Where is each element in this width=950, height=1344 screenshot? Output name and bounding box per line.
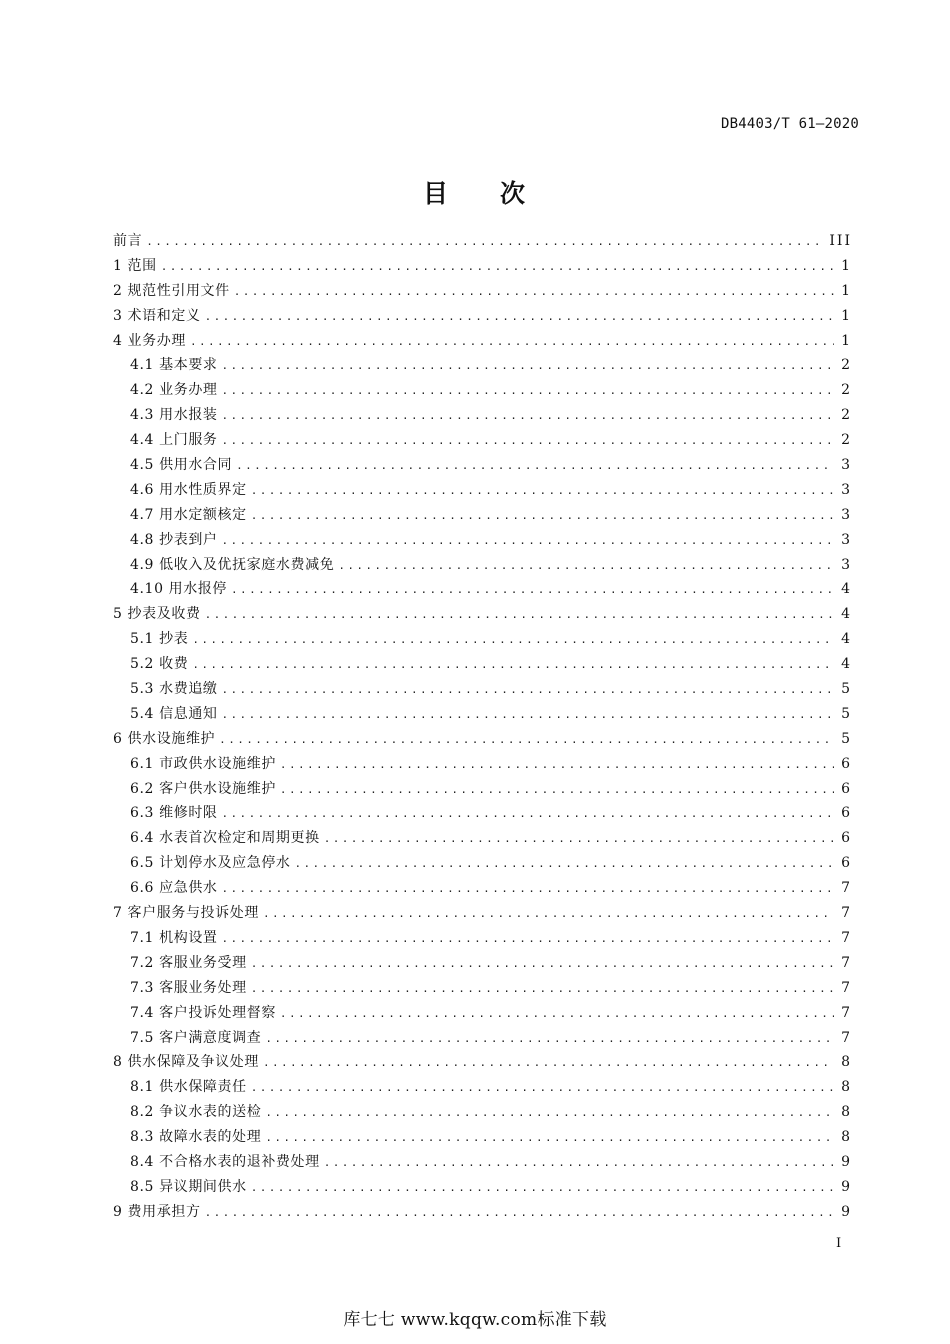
toc-entry[interactable] (113, 777, 852, 802)
toc-entry-label: 7.5 客户满意度调查 (130, 1029, 262, 1046)
toc-entry-label: 4.3 用水报装 (130, 407, 218, 424)
toc-entry-page: 6 (841, 855, 852, 872)
toc-entry[interactable] (113, 727, 852, 752)
toc-entry-label: 4.6 用水性质界定 (130, 481, 247, 498)
toc-entry-page: 7 (841, 905, 852, 922)
toc-entry-page: 9 (841, 1153, 852, 1170)
toc-entry[interactable] (113, 304, 852, 329)
toc-entry-label: 1 范围 (113, 257, 157, 274)
toc-entry[interactable] (113, 801, 852, 826)
toc-entry-label: 8.5 异议期间供水 (130, 1178, 247, 1195)
toc-entry[interactable] (113, 702, 852, 727)
toc-entry-page: 6 (841, 755, 852, 772)
toc-entry-page: 7 (841, 954, 852, 971)
toc-entry-label: 6.5 计划停水及应急停水 (130, 855, 291, 872)
toc-dot-leader (222, 678, 834, 703)
toc-entry-label: 8.2 争议水表的送检 (130, 1104, 262, 1121)
toc-entry[interactable] (113, 378, 852, 403)
toc-entry-label: 5 抄表及收费 (113, 606, 201, 623)
toc-dot-leader (231, 578, 834, 603)
toc-entry[interactable] (113, 528, 852, 553)
toc-entry[interactable] (113, 652, 852, 677)
toc-dot-leader (190, 330, 834, 355)
toc-title (0, 174, 950, 210)
toc-dot-leader (280, 1002, 834, 1027)
toc-entry-page: 8 (841, 1054, 852, 1071)
toc-entry-label: 4.10 用水报停 (130, 581, 228, 598)
toc-entry[interactable] (113, 453, 852, 478)
toc-entry[interactable] (113, 279, 852, 304)
toc-entry-page: 1 (841, 282, 852, 299)
toc-entry-page: 7 (841, 880, 852, 897)
toc-dot-leader (236, 454, 834, 479)
toc-entry-label: 6.3 维修时限 (130, 805, 218, 822)
toc-title-char-1: 目 (422, 179, 450, 208)
toc-entry-page: 9 (841, 1203, 852, 1220)
toc-dot-leader (263, 902, 834, 927)
document-code: DB4403/T 61—2020 (720, 116, 859, 132)
toc-dot-leader (251, 977, 834, 1002)
toc-dot-leader (205, 1201, 834, 1226)
toc-entry[interactable] (113, 229, 852, 254)
toc-entry-label: 4.1 基本要求 (130, 357, 218, 374)
toc-entry-page: 6 (841, 830, 852, 847)
toc-entry-label: 2 规范性引用文件 (113, 282, 230, 299)
toc-entry-page: 9 (841, 1178, 852, 1195)
toc-entry-label: 4.2 业务办理 (130, 382, 218, 399)
toc-dot-leader (251, 1076, 834, 1101)
toc-entry[interactable] (113, 602, 852, 627)
toc-entry-label: 8.1 供水保障责任 (130, 1079, 247, 1096)
toc-dot-leader (222, 529, 834, 554)
toc-entry-page: 1 (841, 307, 852, 324)
page-number: I (836, 1236, 842, 1251)
toc-entry[interactable] (113, 1075, 852, 1100)
toc-entry-label: 7.3 客服业务处理 (130, 979, 247, 996)
toc-entry-page: 2 (841, 382, 852, 399)
toc-dot-leader (192, 628, 834, 653)
toc-dot-leader (324, 827, 834, 852)
toc-entry-page: 7 (841, 1004, 852, 1021)
toc-entry-page: 1 (841, 332, 852, 349)
toc-entry[interactable] (113, 826, 852, 851)
toc-dot-leader (192, 653, 834, 678)
toc-entry-page: 5 (841, 730, 852, 747)
toc-entry[interactable] (113, 1100, 852, 1125)
toc-entry[interactable] (113, 478, 852, 503)
toc-entry-page: 3 (841, 531, 852, 548)
toc-entry-label: 8 供水保障及争议处理 (113, 1054, 259, 1071)
toc-entry-page: 4 (841, 581, 852, 598)
toc-dot-leader (251, 952, 834, 977)
toc-entry-label: 7 客户服务与投诉处理 (113, 905, 259, 922)
toc-dot-leader (219, 728, 834, 753)
table-of-contents (113, 229, 852, 1225)
toc-entry-label: 5.2 收费 (130, 656, 189, 673)
toc-entry-page: 8 (841, 1129, 852, 1146)
toc-entry[interactable] (113, 1200, 852, 1225)
toc-entry[interactable] (113, 851, 852, 876)
toc-entry-page: 2 (841, 432, 852, 449)
toc-entry-label: 6 供水设施维护 (113, 730, 216, 747)
toc-entry-label: 6.2 客户供水设施维护 (130, 780, 276, 797)
toc-dot-leader (280, 778, 834, 803)
toc-entry[interactable] (113, 901, 852, 926)
toc-dot-leader (338, 554, 834, 579)
toc-dot-leader (234, 280, 834, 305)
toc-entry-label: 4.4 上门服务 (130, 432, 218, 449)
toc-dot-leader (222, 802, 834, 827)
toc-dot-leader (146, 230, 823, 255)
toc-dot-leader (265, 1126, 834, 1151)
toc-entry[interactable] (113, 976, 852, 1001)
toc-entry-page: 3 (841, 457, 852, 474)
toc-entry-label: 3 术语和定义 (113, 307, 201, 324)
toc-entry-page: 3 (841, 481, 852, 498)
toc-entry-page: 5 (841, 681, 852, 698)
toc-entry-page: 8 (841, 1079, 852, 1096)
toc-entry-label: 6.4 水表首次检定和周期更换 (130, 830, 320, 847)
toc-entry-label: 4.8 抄表到户 (130, 531, 218, 548)
toc-entry-label: 5.4 信息通知 (130, 705, 218, 722)
toc-dot-leader (222, 703, 834, 728)
toc-entry[interactable] (113, 1175, 852, 1200)
toc-title-char-2: 次 (500, 179, 528, 208)
toc-entry[interactable] (113, 1125, 852, 1150)
toc-entry-page: 3 (841, 506, 852, 523)
toc-dot-leader (251, 479, 834, 504)
toc-entry-page: 3 (841, 556, 852, 573)
toc-entry[interactable] (113, 951, 852, 976)
toc-entry[interactable] (113, 1001, 852, 1026)
toc-entry-label: 8.4 不合格水表的退补费处理 (130, 1153, 320, 1170)
toc-entry-page: 2 (841, 357, 852, 374)
toc-entry-label: 4.7 用水定额核定 (130, 506, 247, 523)
toc-dot-leader (222, 379, 834, 404)
toc-entry-page: 7 (841, 929, 852, 946)
toc-entry-label: 前言 (113, 233, 143, 249)
toc-entry-label: 5.3 水费追缴 (130, 681, 218, 698)
toc-entry[interactable] (113, 752, 852, 777)
toc-entry[interactable] (113, 1150, 852, 1175)
toc-dot-leader (205, 305, 834, 330)
toc-entry-page: 7 (841, 1029, 852, 1046)
toc-entry[interactable] (113, 329, 852, 354)
toc-entry[interactable] (113, 254, 852, 279)
toc-entry-label: 7.4 客户投诉处理督察 (130, 1004, 276, 1021)
toc-entry[interactable] (113, 677, 852, 702)
toc-entry-page: 4 (841, 606, 852, 623)
footer-watermark-text: 库七七 www.kqqw.com标准下载 (343, 1310, 607, 1330)
toc-dot-leader (222, 354, 834, 379)
toc-dot-leader (324, 1151, 834, 1176)
toc-entry[interactable] (113, 353, 852, 378)
toc-entry-page: III (829, 233, 852, 249)
toc-dot-leader (295, 852, 834, 877)
toc-entry-page: 6 (841, 780, 852, 797)
toc-entry[interactable] (113, 627, 852, 652)
toc-entry[interactable] (113, 1050, 852, 1075)
toc-dot-leader (263, 1051, 834, 1076)
toc-entry-page: 6 (841, 805, 852, 822)
toc-dot-leader (251, 1176, 834, 1201)
toc-dot-leader (265, 1027, 834, 1052)
toc-entry-page: 5 (841, 705, 852, 722)
toc-entry-label: 5.1 抄表 (130, 631, 189, 648)
toc-entry[interactable] (113, 403, 852, 428)
toc-entry-page: 1 (841, 257, 852, 274)
toc-entry[interactable] (113, 876, 852, 901)
toc-dot-leader (205, 603, 834, 628)
toc-dot-leader (161, 255, 834, 280)
toc-dot-leader (265, 1101, 834, 1126)
toc-entry-label: 9 费用承担方 (113, 1203, 201, 1220)
toc-entry-page: 2 (841, 407, 852, 424)
toc-entry-label: 7.2 客服业务受理 (130, 954, 247, 971)
toc-entry-page: 8 (841, 1104, 852, 1121)
toc-entry-label: 4.9 低收入及优抚家庭水费减免 (130, 556, 335, 573)
toc-entry-label: 7.1 机构设置 (130, 929, 218, 946)
toc-dot-leader (222, 927, 834, 952)
toc-entry-page: 7 (841, 979, 852, 996)
toc-entry[interactable] (113, 577, 852, 602)
toc-entry[interactable] (113, 553, 852, 578)
toc-entry-label: 6.6 应急供水 (130, 880, 218, 897)
toc-dot-leader (280, 753, 834, 778)
toc-entry-label: 4 业务办理 (113, 332, 186, 349)
toc-entry-label: 8.3 故障水表的处理 (130, 1129, 262, 1146)
toc-entry-page: 4 (841, 656, 852, 673)
toc-entry[interactable] (113, 1026, 852, 1051)
toc-dot-leader (251, 504, 834, 529)
toc-entry[interactable] (113, 428, 852, 453)
toc-dot-leader (222, 404, 834, 429)
toc-entry-label: 4.5 供用水合同 (130, 457, 233, 474)
toc-entry-label: 6.1 市政供水设施维护 (130, 755, 276, 772)
toc-entry-page: 4 (841, 631, 852, 648)
toc-dot-leader (222, 429, 834, 454)
toc-entry[interactable] (113, 503, 852, 528)
toc-dot-leader (222, 877, 834, 902)
toc-entry[interactable] (113, 926, 852, 951)
